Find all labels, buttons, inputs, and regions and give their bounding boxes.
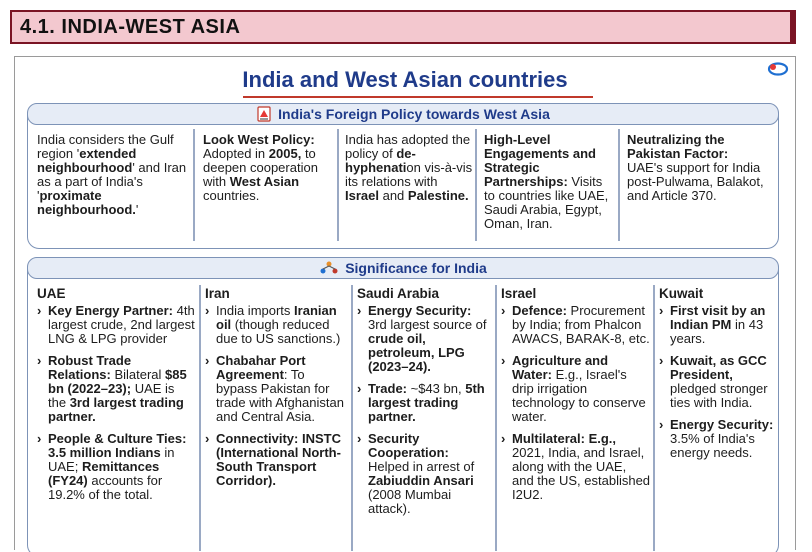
- significance-heading: Significance for India: [345, 260, 487, 276]
- chevron-right-icon: ›: [357, 381, 362, 396]
- list-item: › People & Culture Ties: 3.5 million Indians in UAE; Remittances (FY24) accounts for 19.2% of the total.: [37, 431, 187, 502]
- policy-col-look-west: Look West Policy: Adopted in 2005, to deepen cooperation with West Asian countries.: [203, 132, 318, 203]
- policy-divider: [193, 129, 195, 241]
- chevron-right-icon: ›: [37, 431, 42, 446]
- list-item: › Trade: ~$43 bn, 5th largest trading partner.: [357, 381, 485, 424]
- policy-col-pakistan: Neutralizing the Pakistan Factor: UAE's support for India post-Pulwama, Balakot, and Article 370.: [627, 132, 764, 203]
- significance-divider: [351, 285, 353, 551]
- policy-col-engagements: High-Level Engagements and Strategic Partnerships: Visits to countries like UAE, Saudi Arabia, Egypt, Oman, Iran.: [484, 132, 609, 231]
- title-underline: [243, 96, 593, 98]
- page-title: India and West Asian countries: [242, 67, 568, 92]
- iran-title: Iran: [205, 286, 230, 301]
- policy-divider: [618, 129, 620, 241]
- content-frame: [14, 56, 796, 550]
- list-item: › Key Energy Partner: 4th largest crude, 2nd largest LNG & LPG provider: [37, 303, 195, 346]
- chevron-right-icon: ›: [37, 353, 42, 368]
- chevron-right-icon: ›: [357, 431, 362, 446]
- iran-column: [205, 287, 345, 496]
- policy-col-neighbourhood: India considers the Gulf region 'extended neighbourhood' and Iran as a part of India's 'proximate neighbourhood.': [37, 132, 187, 217]
- list-item: › First visit by an Indian PM in 43 years.: [659, 303, 766, 346]
- brand-logo-icon: [767, 61, 789, 77]
- foreign-policy-header: [27, 103, 779, 125]
- list-item: › Chabahar Port Agreement: To bypass Pakistan for trade with Afghanistan and Central Asia.: [205, 353, 344, 424]
- list-item: › Security Cooperation: Helped in arrest of Zabiuddin Ansari (2008 Mumbai attack).: [357, 431, 475, 516]
- list-item: › Robust Trade Relations: Bilateral $85 bn (2022–23); UAE is the 3rd largest trading partner.: [37, 353, 187, 424]
- chapter-title: 4.1. INDIA-WEST ASIA: [20, 16, 241, 38]
- list-item: › Connectivity: INSTC (International North-South Transport Corridor).: [205, 431, 341, 488]
- uae-column: [37, 287, 195, 510]
- list-item: › Multilateral: E.g., 2021, India, and Israel, along with the UAE, and the US, established I2U2.: [501, 431, 651, 502]
- kuwait-column: [659, 287, 775, 468]
- chevron-right-icon: ›: [501, 431, 506, 446]
- list-item: › Kuwait, as GCC President, pledged stronger ties with India.: [659, 353, 768, 410]
- foreign-policy-heading: India's Foreign Policy towards West Asia: [278, 106, 550, 122]
- uae-title: UAE: [37, 286, 66, 301]
- policy-col-dehyphenation: India has adopted the policy of de-hyphenation vis-à-vis its relations with Israel and Palestine.: [345, 132, 473, 203]
- significance-divider: [199, 285, 201, 551]
- significance-divider: [495, 285, 497, 551]
- people-network-icon: [319, 260, 339, 276]
- chevron-right-icon: ›: [659, 417, 664, 432]
- list-item: › Agriculture and Water: E.g., Israel's drip irrigation technology to conserve water.: [501, 353, 646, 424]
- chevron-right-icon: ›: [357, 303, 362, 318]
- policy-divider: [475, 129, 477, 241]
- significance-divider: [653, 285, 655, 551]
- chapter-header-bar: [10, 10, 796, 44]
- israel-column: [501, 287, 651, 510]
- list-item: › India imports Iranian oil (though reduced due to US sanctions.): [205, 303, 341, 346]
- chevron-right-icon: ›: [501, 303, 506, 318]
- saudi-column: [357, 287, 491, 524]
- document-policy-icon: [256, 106, 272, 122]
- chevron-right-icon: ›: [659, 303, 664, 318]
- policy-divider: [337, 129, 339, 241]
- chevron-right-icon: ›: [37, 303, 42, 318]
- significance-header: [27, 257, 779, 279]
- saudi-title: Saudi Arabia: [357, 286, 440, 301]
- chevron-right-icon: ›: [659, 353, 664, 368]
- list-item: › Energy Security: 3.5% of India's energy needs.: [659, 417, 774, 460]
- chevron-right-icon: ›: [205, 303, 210, 318]
- chevron-right-icon: ›: [205, 431, 210, 446]
- kuwait-title: Kuwait: [659, 286, 704, 301]
- list-item: › Defence: Procurement by India; from Phalcon AWACS, BARAK-8, etc.: [501, 303, 650, 346]
- chevron-right-icon: ›: [205, 353, 210, 368]
- chevron-right-icon: ›: [501, 353, 506, 368]
- list-item: › Energy Security: 3rd largest source of crude oil, petroleum, LPG (2023–24).: [357, 303, 487, 374]
- israel-title: Israel: [501, 286, 537, 301]
